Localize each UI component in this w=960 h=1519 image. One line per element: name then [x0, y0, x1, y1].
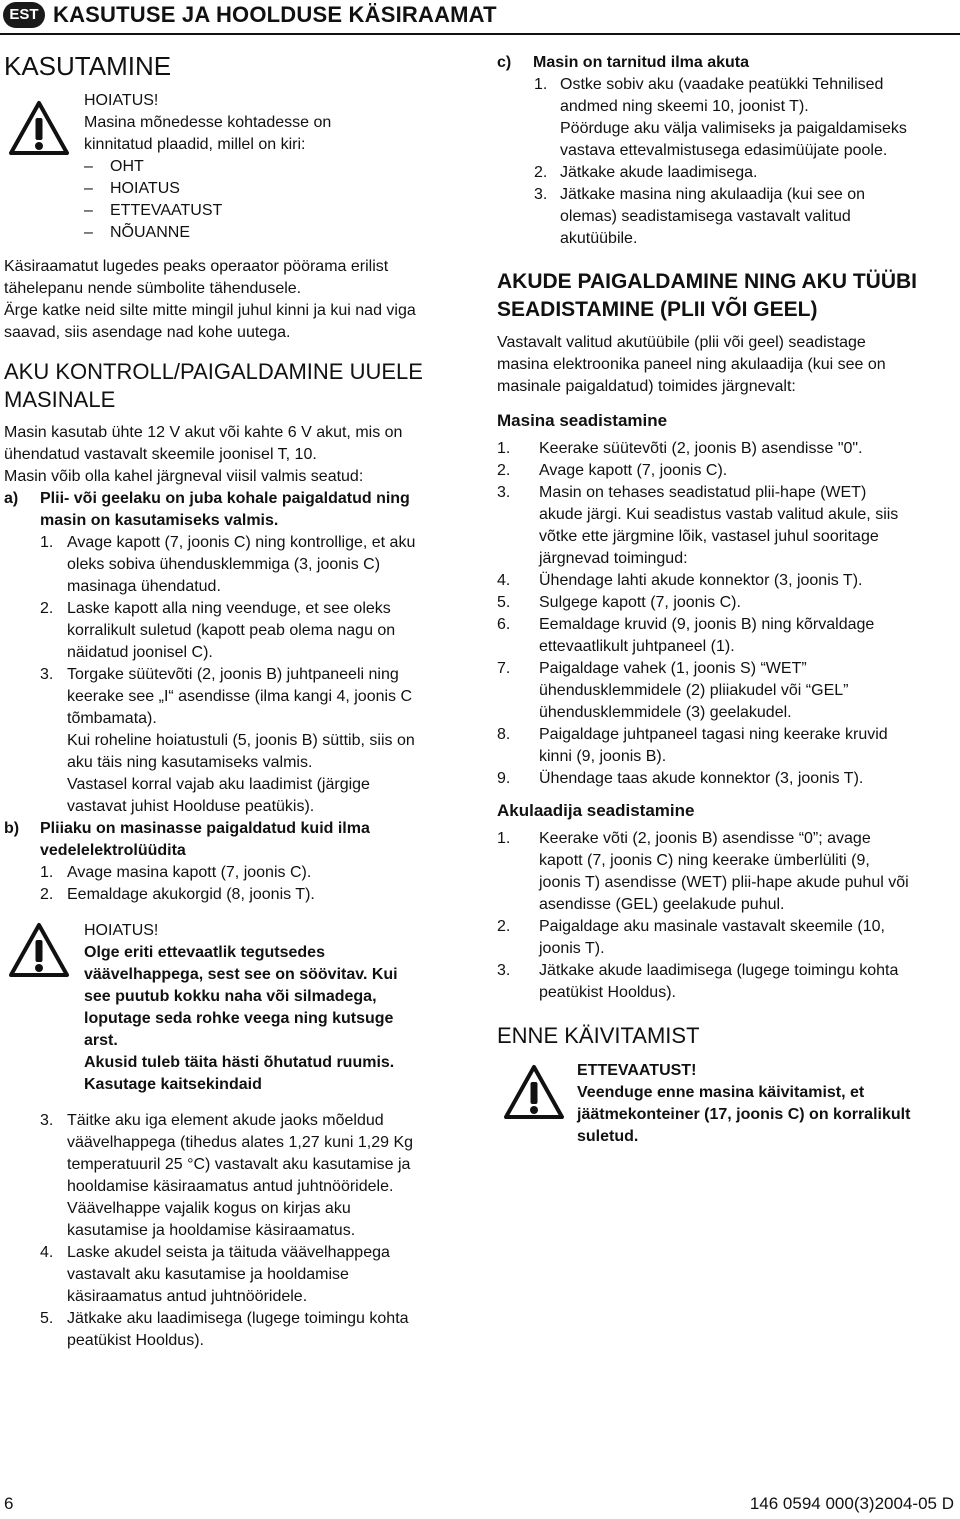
list-item: 4. Laske akudel seista ja täituda väävelhappega vastavalt aku kasutamise ja hooldamise käsiraamatus antud juhtnööridele. [40, 1244, 390, 1305]
battery-intro: Masin kasutab ühte 12 V akut või kahte 6 V akut, mis on ühendatud vastavalt skeemile joonisel T, 10. Masin võib olla kahel järgneval viisil valmis seatud: [4, 424, 403, 485]
warning-text: HOIATUS! Olge eriti ettevaatlik tegutsedes väävelhappega, sest see on söövitav. Kui see puutub kokku naha või silmadega, loputage seda rohke veega ning kutsuge arst. Akusid tuleb täita hästi õhutatud ruumis. Kasutage kaitsekindaid [84, 920, 462, 1096]
warning-list-item: – ETTEVAATUST [84, 202, 223, 219]
list-item: 1. Ostke sobiv aku (vaadake peatükki Tehnilised andmed ning skeemi 10, joonist T). Pöörduge aku välja valimiseks ja paigaldamiseks vastava ettevalmistusega edasimüüjate poole. [534, 76, 907, 159]
list-item: 5. Sulgege kapott (7, joonis C). [497, 594, 741, 611]
subsection-title-machine: Masina seadistamine [497, 411, 668, 430]
warning-list-item: – NÕUANNE [84, 224, 191, 241]
list-item: 4. Ühendage lahti akude konnektor (3, joonis T). [497, 572, 863, 589]
page-header [0, 0, 960, 30]
caution-text: ETTEVAATUST! Veenduge enne masina käivitamist, et jäätmekonteiner (17, joonis C) on korralikult suletud. [577, 1060, 957, 1148]
case-c-heading: c) Masin on tarnitud ilma akuta [497, 54, 750, 71]
case-b-steps [40, 862, 462, 906]
list-item: 3. Täitke aku iga element akude jaoks mõeldud väävelhappega (tihedus alates 1,27 kuni 1,29 Kg temperatuuril 25 °C) vastavalt aku kasutamise ja hooldamise käsiraamatus antud juhtnööridele. Väävelhappe vajalik kogus on kirjas aku kasutamise ja hooldamise käsiraamatus. [40, 1112, 414, 1239]
charger-steps [497, 828, 957, 1004]
list-item: 8. Paigaldage juhtpaneel tagasi ning keerake kruvid kinni (9, joonis B). [497, 726, 888, 765]
warning-triangle-icon [8, 100, 70, 156]
warning-line: Masina mõnedesse kohtadesse on [84, 114, 332, 131]
list-item: 7. Paigaldage vahek (1, joonis S) “WET” ühendusklemmidele (2) pliiakudel või “GEL” ühendusklemmidele (3) geelakudel. [497, 660, 849, 721]
right-column [497, 52, 957, 1148]
subsection-title-charger: Akulaadija seadistamine [497, 801, 695, 820]
list-item: 2. Jätkake akude laadimisega. [534, 164, 758, 181]
install-intro: Vastavalt valitud akutüübile (plii või geel) seadistage masina elektroonika paneel ning akulaadija (kui see on masinale paigaldatud) toimides järgnevalt: [497, 334, 886, 395]
warning-list-item: – HOIATUS [84, 180, 180, 197]
warning-block-labels [4, 90, 462, 244]
page-number: 6 [4, 1494, 14, 1513]
warning-title: HOIATUS! [84, 92, 159, 109]
case-a-steps [40, 532, 462, 818]
caution-block [497, 1060, 957, 1148]
list-item: 3. Masin on tehases seadistatud plii-hape (WET) akude järgi. Kui seadistus vastab valitud akule, siis võtke ette järgmine lõik, vastasel juhul sooritage järgnevad toimingud: [497, 484, 899, 567]
warning-line: kinnitatud plaadid, millel on kiri: [84, 136, 306, 153]
manual-title: KASUTUSE JA HOOLDUSE KÄSIRAAMAT [53, 2, 497, 27]
list-item: 2. Paigaldage aku masinale vastavalt skeemile (10, joonis T). [497, 918, 885, 957]
section-title-before-start: ENNE KÄIVITAMIST [497, 1023, 700, 1048]
machine-steps [497, 438, 957, 790]
list-item: 1. Keerake võti (2, joonis B) asendisse “0”; avage kapott (7, joonis C) ning keerake ümberlüliti (9, joonis T) asendisse (WET) plii-hape akude puhul või asendisse (GEL) geelakude puhul. [497, 830, 909, 913]
section-title-kasutamine: KASUTAMINE [4, 51, 172, 81]
header-divider [0, 33, 960, 35]
section-title-battery-check: AKU KONTROLL/PAIGALDAMINE UUELE MASINALE [4, 359, 423, 412]
list-item: 2. Laske kapott alla ning veenduge, et see oleks korralikult suletud (kapott peab olema nagu on näidatud joonisel C). [40, 600, 396, 661]
case-c-steps [534, 74, 957, 250]
list-item: 1. Avage masina kapott (7, joonis C). [40, 864, 312, 881]
list-item: 3. Jätkake masina ning akulaadija (kui see on olemas) seadistamisega vastavalt valitud akutüübile. [534, 186, 866, 247]
list-item: 3. Jätkake akude laadimisega (lugege toimingu kohta peatükist Hooldus). [497, 962, 899, 1001]
warning-triangle-icon [8, 922, 70, 978]
case-a-heading: a) Plii- või geelaku on juba kohale paigaldatud ning masin on kasutamiseks valmis. [4, 490, 410, 529]
case-b-steps-continued [40, 1110, 462, 1352]
list-item: 3. Torgake süütevõti (2, joonis B) juhtpaneeli ning keerake see „I“ asendisse (ilma kangi 4, joonis C tõmbamata). Kui roheline hoiatustuli (5, joonis B) süttib, siis on aku täis ning kasutamiseks valmis. Vastasel korral vajab aku laadimist (järgige vastavat juhist Hoolduse peatükis). [40, 666, 415, 815]
case-b-heading: b) Pliiaku on masinasse paigaldatud kuid ilma vedelelektrolüüdita [4, 820, 370, 859]
caution-title: ETTEVAATUST! [577, 1062, 697, 1079]
warning-text [84, 90, 462, 244]
intro-paragraph: Käsiraamatut lugedes peaks operaator pöörama erilist tähelepanu nende sümbolite tähendusele. Ärge katke neid silte mitte mingil juhul kinni ja kui nad viga saavad, siis asendage nad kohe uutega. [4, 258, 416, 341]
document-code: 146 0594 000(3)2004-05 D [749, 1494, 954, 1513]
list-item: 1. Keerake süütevõti (2, joonis B) asendisse "0". [497, 440, 863, 457]
warning-list-item: – OHT [84, 158, 144, 175]
section-title-install: AKUDE PAIGALDAMINE NING AKU TÜÜBI SEADISTAMINE (PLII VÕI GEEL) [497, 270, 917, 321]
list-item: 9. Ühendage taas akude konnektor (3, joonis T). [497, 770, 864, 787]
list-item: 2. Avage kapott (7, joonis C). [497, 462, 728, 479]
list-item: 5. Jätkake aku laadimisega (lugege toimingu kohta peatükist Hooldus). [40, 1310, 409, 1349]
warning-triangle-icon [503, 1064, 565, 1120]
list-item: 6. Eemaldage kruvid (9, joonis B) ning kõrvaldage ettevaatlikult juhtpaneel (1). [497, 616, 875, 655]
list-item: 1. Avage kapott (7, joonis C) ning kontrollige, et aku oleks sobiva ühendusklemmiga (3, joonis C) masinaga ühendatud. [40, 534, 416, 595]
warning-title: HOIATUS! [84, 922, 159, 939]
warning-block-acid [4, 920, 462, 1096]
list-item: 2. Eemaldage akukorgid (8, joonis T). [40, 886, 315, 903]
language-badge: EST [3, 2, 45, 28]
left-column [4, 50, 462, 1352]
